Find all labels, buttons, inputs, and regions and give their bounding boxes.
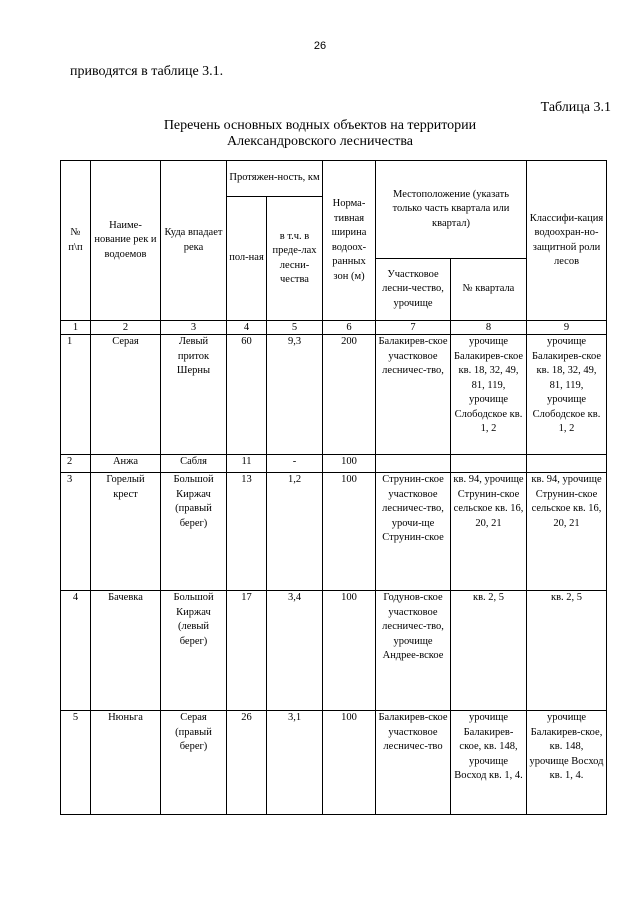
cell-length: 60 xyxy=(227,335,267,455)
cell-num: 1 xyxy=(61,335,91,455)
table-title-line: Перечень основных водных объектов на территории xyxy=(163,118,477,133)
cell-length-forest: 1,2 xyxy=(267,473,323,591)
cell-zone: 100 xyxy=(323,473,376,591)
cell-quarter: кв. 94, урочище Струнин-ское сельское кв. 16, 20, 21 xyxy=(451,473,527,591)
cell-length: 26 xyxy=(227,711,267,815)
cell-zone: 100 xyxy=(323,455,376,473)
column-number: 7 xyxy=(376,321,451,335)
cell-quarter: урочище Балакирев-ское, кв. 148, урочище Восход кв. 1, 4. xyxy=(451,711,527,815)
table-row xyxy=(61,591,607,711)
cell-num: 4 xyxy=(61,591,91,711)
cell-length: 13 xyxy=(227,473,267,591)
cell-name: Серая xyxy=(91,335,161,455)
cell-length: 17 xyxy=(227,591,267,711)
header-location: Местоположение (указать только часть квартала или квартал) xyxy=(376,161,527,259)
header-length-full: пол-ная xyxy=(227,197,267,321)
column-number: 3 xyxy=(161,321,227,335)
cell-quarter: кв. 2, 5 xyxy=(451,591,527,711)
cell-quarter xyxy=(451,455,527,473)
cell-length-forest: - xyxy=(267,455,323,473)
table-row xyxy=(61,455,607,473)
cell-flows-into: Серая (правый берег) xyxy=(161,711,227,815)
header-location-quarter: № квартала xyxy=(451,259,527,321)
table-row xyxy=(61,711,607,815)
cell-classification: кв. 94, урочище Струнин-ское сельское кв. 16, 20, 21 xyxy=(527,473,607,591)
table-row xyxy=(61,473,607,591)
cell-name: Нюньга xyxy=(91,711,161,815)
header-flows-into: Куда впадает река xyxy=(161,161,227,321)
cell-length: 11 xyxy=(227,455,267,473)
header-name: Наиме-нование рек и водоемов xyxy=(91,161,161,321)
table-label: Таблица 3.1 xyxy=(540,100,611,115)
cell-classification: урочище Балакирев-ское кв. 18, 32, 49, 81, 119, урочище Слободское кв. 1, 2 xyxy=(527,335,607,455)
cell-flows-into: Левый приток Шерны xyxy=(161,335,227,455)
cell-num: 3 xyxy=(61,473,91,591)
cell-zone: 100 xyxy=(323,591,376,711)
header-location-district: Участковое лесни-чество, урочище xyxy=(376,259,451,321)
cell-district: Годунов-ское участковое лесничес-тво, урочище Андрее-вское xyxy=(376,591,451,711)
cell-flows-into: Большой Киржач (левый берег) xyxy=(161,591,227,711)
cell-name: Бачевка xyxy=(91,591,161,711)
cell-num: 5 xyxy=(61,711,91,815)
cell-name: Анжа xyxy=(91,455,161,473)
column-number: 5 xyxy=(267,321,323,335)
cell-num: 2 xyxy=(61,455,91,473)
column-number: 1 xyxy=(61,321,91,335)
water-objects-table xyxy=(60,160,607,815)
column-number: 2 xyxy=(91,321,161,335)
cell-name: Горелый крест xyxy=(91,473,161,591)
header-length-in-forest: в т.ч. в преде-лах лесни-чества xyxy=(267,197,323,321)
cell-district: Струнин-ское участковое лесничес-тво, урочи-ще Струнин-ское xyxy=(376,473,451,591)
cell-classification xyxy=(527,455,607,473)
column-number: 9 xyxy=(527,321,607,335)
column-number: 6 xyxy=(323,321,376,335)
cell-zone: 100 xyxy=(323,711,376,815)
cell-classification: кв. 2, 5 xyxy=(527,591,607,711)
cell-quarter: урочище Балакирев-ское кв. 18, 32, 49, 81, 119, урочище Слободское кв. 1, 2 xyxy=(451,335,527,455)
cell-district: Балакирев-ское участковое лесничес-тво xyxy=(376,711,451,815)
header-zone-width: Норма-тивная ширина водоох-ранных зон (м) xyxy=(323,161,376,321)
column-number: 8 xyxy=(451,321,527,335)
cell-zone: 200 xyxy=(323,335,376,455)
cell-classification: урочище Балакирев-ское, кв. 148, урочище Восход кв. 1, 4. xyxy=(527,711,607,815)
cell-length-forest: 3,4 xyxy=(267,591,323,711)
page-number: 26 xyxy=(313,40,327,52)
cell-district xyxy=(376,455,451,473)
header-classification: Классифи-кация водоохран-но-защитной роли лесов xyxy=(527,161,607,321)
table-row xyxy=(61,335,607,455)
cell-length-forest: 9,3 xyxy=(267,335,323,455)
column-number: 4 xyxy=(227,321,267,335)
header-num: № п\п xyxy=(61,161,91,321)
intro-text: приводятся в таблице 3.1. xyxy=(70,64,224,79)
cell-district: Балакирев-ское участковое лесничес-тво, xyxy=(376,335,451,455)
cell-length-forest: 3,1 xyxy=(267,711,323,815)
table-title xyxy=(60,118,580,150)
table-title-line: Александровского лесничества xyxy=(226,134,414,149)
header-length: Протяжен-ность, км xyxy=(227,161,323,197)
cell-flows-into: Большой Киржач (правый берег) xyxy=(161,473,227,591)
cell-flows-into: Сабля xyxy=(161,455,227,473)
